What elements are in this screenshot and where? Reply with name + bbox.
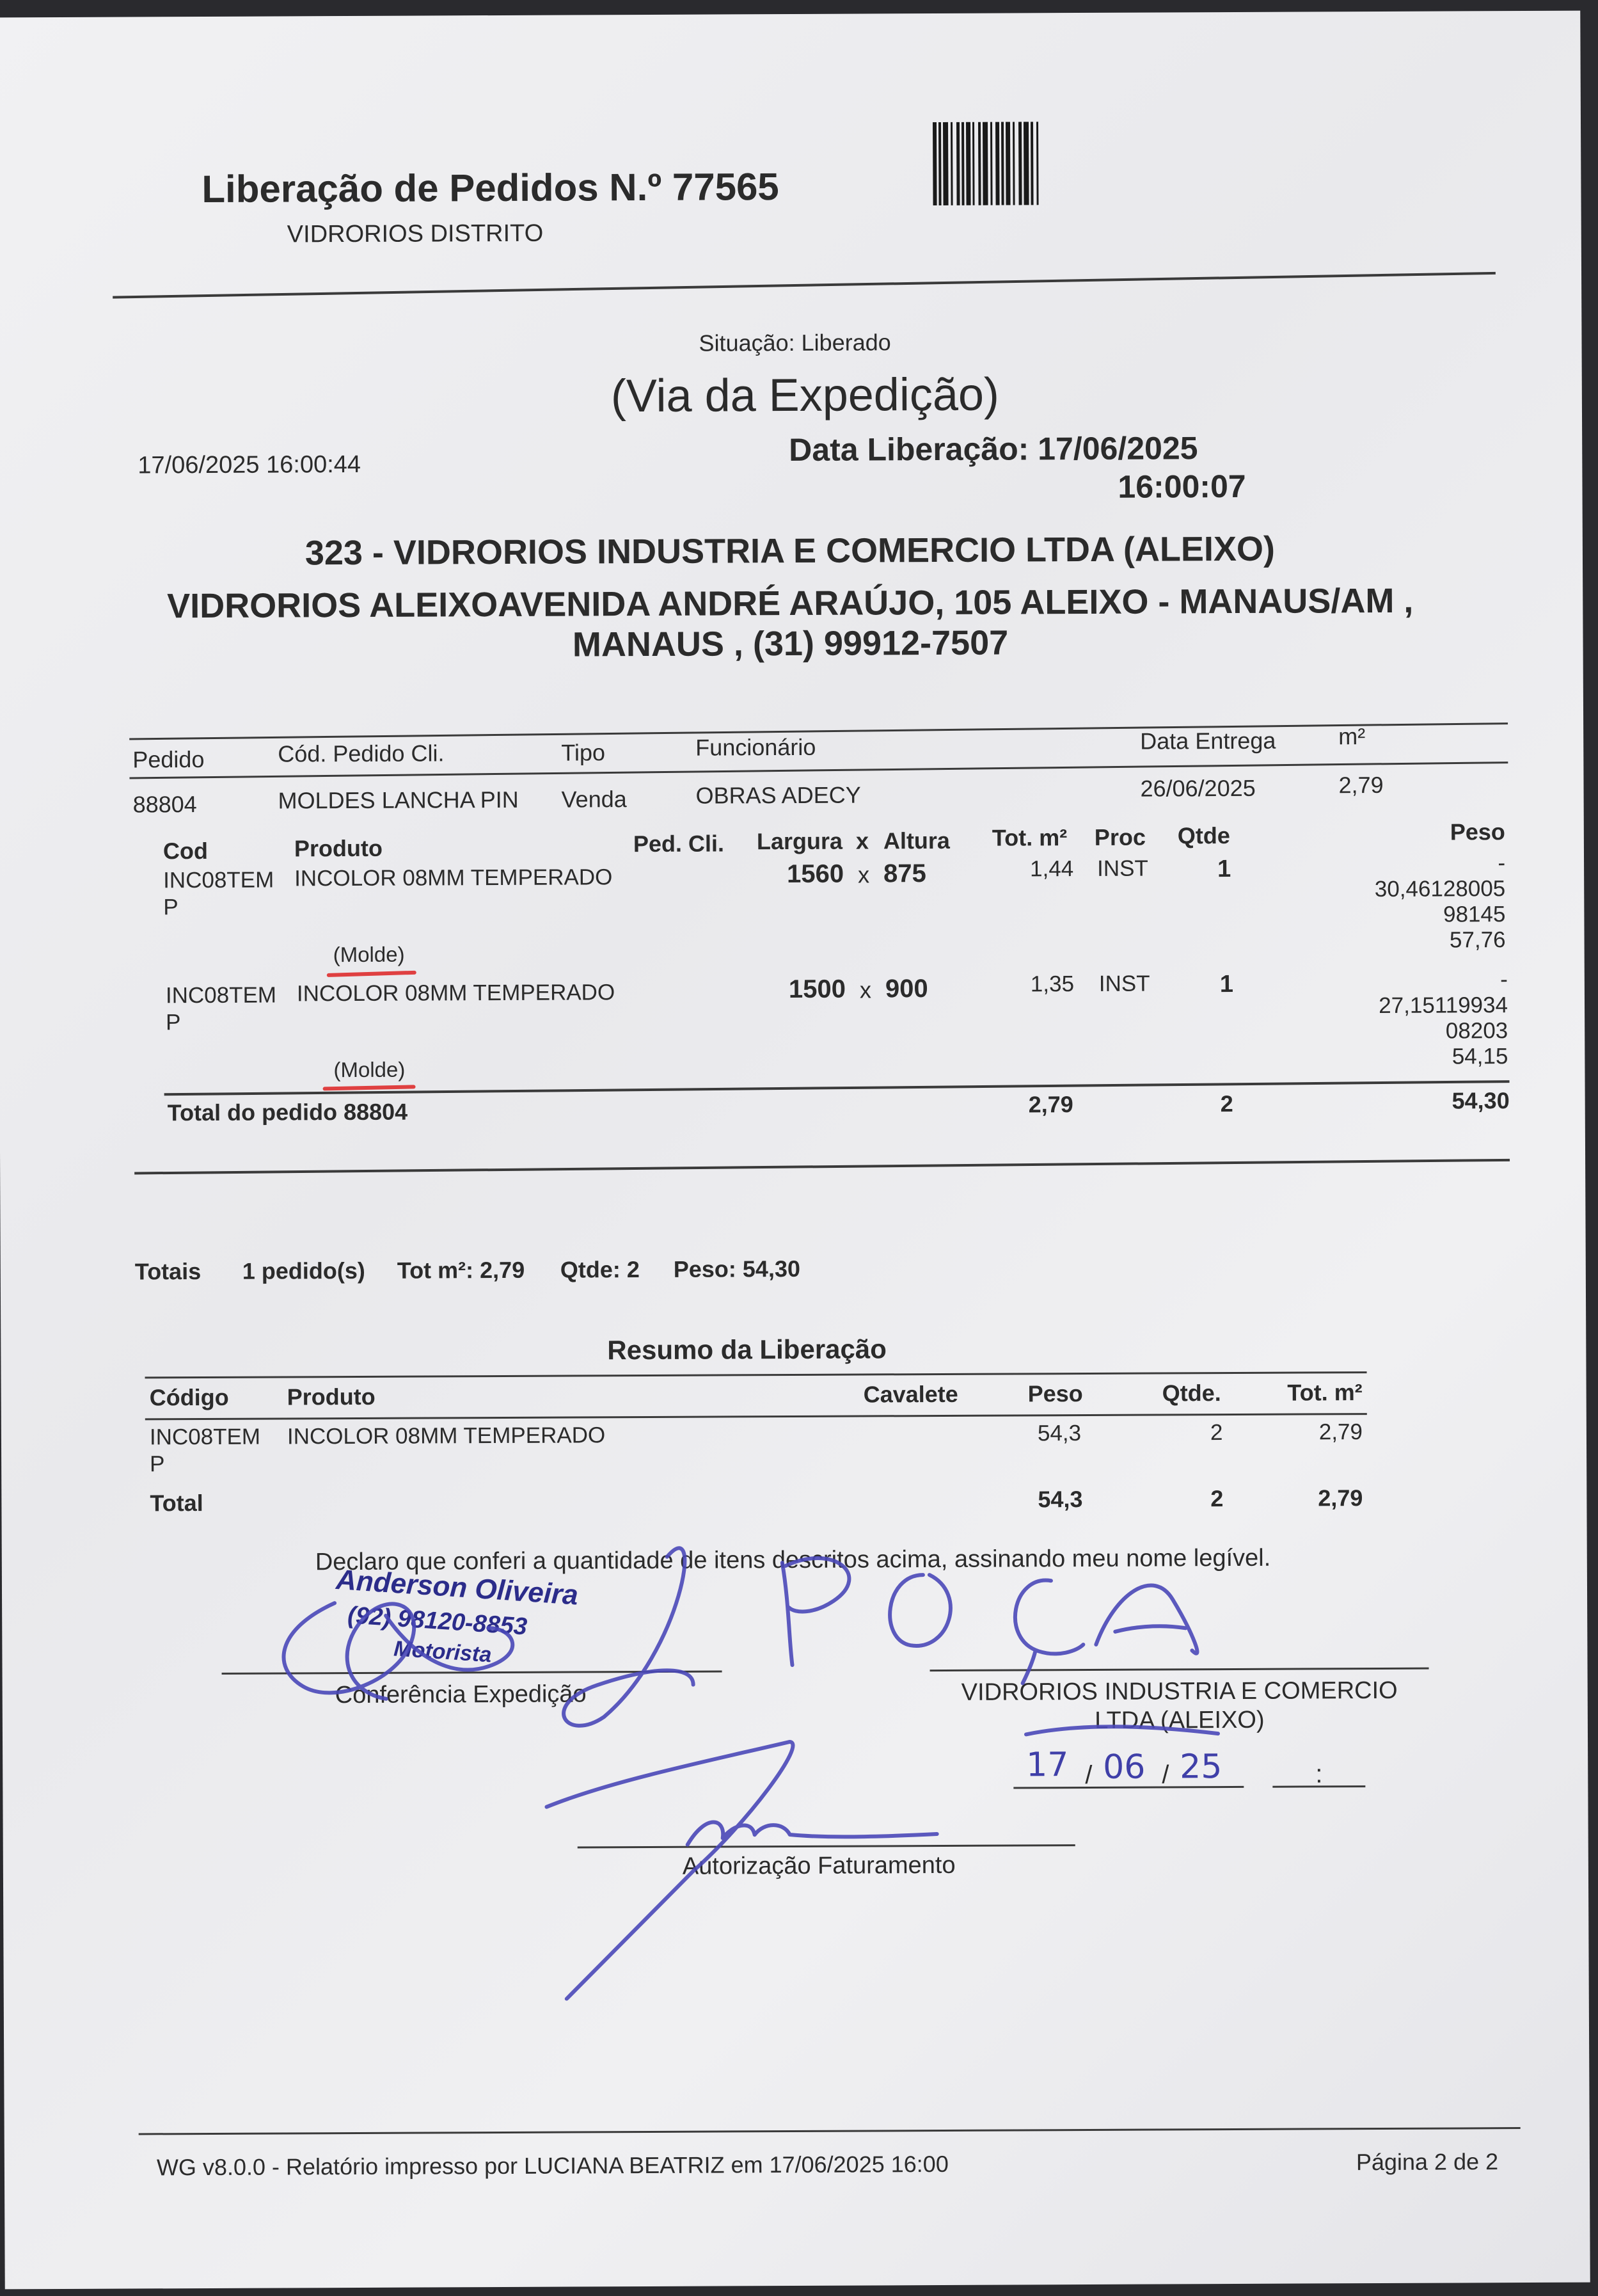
resumo-col-tot-m2: Tot. m² [1287,1379,1363,1406]
date-slash-2: / [1162,1760,1169,1789]
hand-date-day: 17 [1026,1746,1069,1785]
col-pedido: Pedido [132,746,205,773]
signature-p-stroke [782,1558,850,1665]
client-city-phone: MANAUS , (31) 99912-7507 [572,623,1009,664]
val-cod-pedido-cli: MOLDES LANCHA PIN [278,786,519,814]
item1-altura: 875 [883,859,926,888]
resumo-row-qtde: 2 [1210,1420,1223,1446]
company-branch: VIDRORIOS DISTRITO [287,219,544,248]
item1-obs: (Molde) [333,942,405,967]
col-data-entrega: Data Entrega [1140,727,1276,754]
item1-qtde: 1 [1217,856,1231,883]
val-pedido: 88804 [132,791,197,818]
col-cod-pedido-cli: Cód. Pedido Cli. [278,740,445,767]
item2-peso-line3: 08203 [1445,1018,1508,1044]
resumo-row-produto: INCOLOR 08MM TEMPERADO [287,1423,606,1449]
item1-tot-m2: 1,44 [1030,856,1074,882]
footer-page-number: Página 2 de 2 [1356,2148,1499,2176]
items-col-cod: Cod [162,837,209,865]
resumo-total-qtde: 2 [1210,1485,1224,1512]
resumo-col-peso: Peso [1027,1380,1083,1407]
situacao-label: Situação: Liberado [699,329,891,356]
item2-altura: 900 [885,975,928,1003]
item2-proc: INST [1098,971,1150,996]
item1-largura: 1560 [787,859,844,889]
item2-cod-line1: INC08TEM [165,982,277,1008]
company-label-line1: VIDRORIOS INDUSTRIA E COMERCIO [961,1677,1398,1706]
item1-x: x [858,861,870,888]
resumo-row-codigo-line2: P [150,1451,165,1477]
items-col-altura: Altura [883,827,950,854]
via-label: (Via da Expedição) [610,369,1000,422]
signature-bottom-stroke [546,1742,794,1999]
order-total-m2: 2,79 [1028,1091,1073,1118]
item1-cod-line2: P [163,895,178,920]
val-m2: 2,79 [1338,771,1384,799]
order-total-peso: 54,30 [1452,1087,1510,1114]
resumo-row-tot-m2: 2,79 [1318,1419,1363,1445]
col-funcionario: Funcionário [695,733,816,761]
resumo-col-qtde: Qtde. [1162,1380,1221,1407]
items-col-largura: Largura [756,827,843,855]
totais-qtde: Qtde: 2 [560,1256,640,1283]
resumo-title: Resumo da Liberação [607,1334,887,1366]
signature-left-stroke [283,1603,415,1700]
order-total-label: Total do pedido 88804 [167,1098,408,1126]
conferencia-label: Conferência Expedição [335,1680,587,1709]
declaration-text: Declaro que conferi a quantidade de itens descritos acima, assinando meu nome legível. [315,1544,1271,1576]
item2-tot-m2: 1,35 [1030,971,1075,997]
stamp-role: Motorista [393,1636,493,1668]
date-slash-1: / [1085,1760,1093,1790]
item1-produto: INCOLOR 08MM TEMPERADO [294,865,613,891]
signature-loop-stroke [563,1548,693,1726]
client-address: VIDRORIOS ALEIXOAVENIDA ANDRÉ ARAÚJO, 105 ALEIXO - MANAUS/AM , [167,581,1414,626]
item1-proc: INST [1097,856,1148,881]
item1-peso-line1: - [1498,850,1506,876]
client-name: 323 - VIDRORIOS INDUSTRIA E COMERCIO LTDA (ALEIXO) [305,529,1276,573]
val-data-entrega: 26/06/2025 [1140,774,1256,802]
signature-c-stroke [1015,1580,1084,1683]
totais-label: Totais [134,1258,202,1285]
autorizacao-label: Autorização Faturamento [682,1851,956,1880]
resumo-col-cavalete: Cavalete [863,1380,958,1408]
totais-peso: Peso: 54,30 [673,1255,801,1282]
item1-cod-line1: INC08TEM [163,867,274,893]
item1-peso-line3: 98145 [1443,902,1506,927]
items-col-x: x [855,827,869,854]
resumo-total-tot-m2: 2,79 [1318,1485,1363,1511]
data-liberacao-time: 16:00:07 [1118,468,1246,505]
printed-timestamp: 17/06/2025 16:00:44 [138,450,361,479]
item1-peso-line2: 30,46128005 [1374,876,1506,902]
resumo-row-peso: 54,3 [1037,1421,1082,1446]
page-title: Liberação de Pedidos N.º 77565 [202,165,779,211]
resumo-col-produto: Produto [287,1383,376,1410]
footer-left: WG v8.0.0 - Relatório impresso por LUCIANA BEATRIZ em 17/06/2025 16:00 [156,2150,949,2181]
resumo-total-label: Total [150,1490,203,1517]
resumo-col-codigo: Código [149,1383,229,1411]
totais-m2: Tot m²: 2,79 [397,1256,525,1284]
item1-peso-line4: 57,76 [1449,927,1506,953]
signature-left-stroke-2 [386,1615,512,1670]
item2-qtde: 1 [1219,970,1234,998]
item2-largura: 1500 [788,975,846,1004]
item2-cod-line2: P [166,1010,181,1035]
stamp-name: Anderson Oliveira [335,1563,580,1611]
time-separator: : [1315,1760,1323,1789]
items-col-produto: Produto [294,834,383,862]
item2-produto: INCOLOR 08MM TEMPERADO [296,980,615,1007]
items-col-proc: Proc [1094,824,1146,850]
data-liberacao-date: Data Liberação: 17/06/2025 [789,430,1198,468]
paper-sheet [0,11,1590,2290]
items-col-peso: Peso [1450,818,1505,845]
order-total-qtde: 2 [1220,1090,1233,1117]
item2-peso-line4: 54,15 [1452,1044,1508,1069]
resumo-total-peso: 54,3 [1038,1486,1083,1513]
col-m2: m² [1338,723,1366,750]
hand-date-year: 25 [1180,1748,1222,1787]
signature-date-underline [1026,1726,1218,1735]
items-col-qtde: Qtde [1177,822,1230,849]
col-tipo: Tipo [561,739,606,766]
stamp-phone: (92) 98120-8853 [347,1602,528,1641]
val-tipo: Venda [561,786,627,813]
items-col-tot-m2: Tot. m² [992,824,1068,851]
totais-pedidos: 1 pedido(s) [242,1257,365,1284]
signature-o-stroke [890,1575,951,1646]
item2-peso-line2: 27,15119934 [1379,993,1508,1018]
item2-obs: (Molde) [333,1057,406,1082]
item2-x: x [859,977,871,1003]
handwritten-signatures [0,11,1590,2290]
resumo-row-codigo-line1: INC08TEM [149,1424,261,1450]
signature-a-stroke [1096,1585,1198,1654]
items-col-ped-cli: Ped. Cli. [633,830,725,857]
val-funcionario: OBRAS ADECY [695,781,861,809]
hand-date-month: 06 [1103,1748,1146,1787]
company-label-line2: LTDA (ALEIXO) [1095,1706,1265,1734]
item2-peso-line1: - [1500,967,1508,993]
